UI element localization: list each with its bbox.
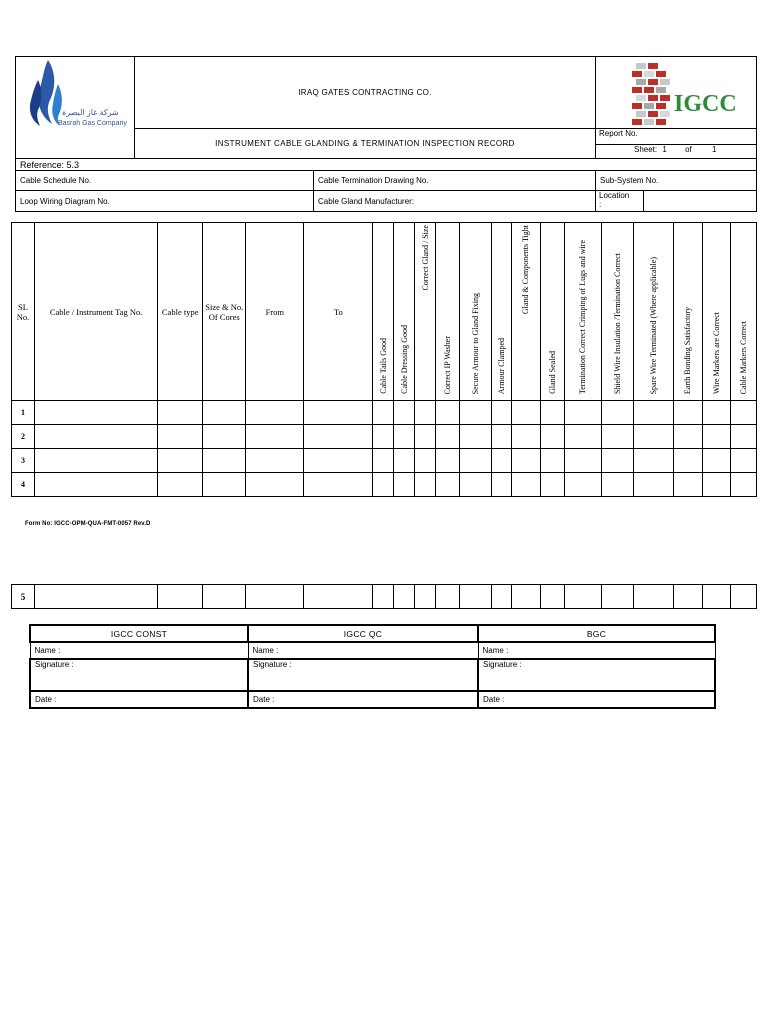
col-tag: Cable / Instrument Tag No.: [35, 223, 158, 401]
cell[interactable]: [203, 585, 246, 609]
sheet-info: [634, 145, 716, 154]
cell[interactable]: [35, 585, 158, 609]
cell[interactable]: [673, 401, 702, 425]
cell[interactable]: [158, 585, 203, 609]
check-label: Cable Tails Good: [378, 338, 388, 394]
check-label: Cable Dressing Good: [399, 325, 409, 394]
igcc-logo-text: IGCC: [674, 91, 737, 117]
cell[interactable]: [158, 449, 203, 473]
cable-schedule-field[interactable]: Cable Schedule No.: [16, 171, 314, 191]
cell[interactable]: [203, 473, 246, 497]
cell[interactable]: [540, 585, 564, 609]
cell[interactable]: [246, 401, 304, 425]
cell[interactable]: [373, 585, 394, 609]
col-type: Cable type: [158, 223, 203, 401]
form-number: Form No: IGCC-OPM-QUA-FMT-0057 Rev.D: [25, 521, 151, 527]
col-check-3: [415, 223, 436, 401]
cell[interactable]: [673, 425, 702, 449]
cell[interactable]: [246, 425, 304, 449]
location-value[interactable]: [644, 191, 756, 211]
col-check-12: [673, 223, 702, 401]
cell[interactable]: [158, 425, 203, 449]
cell[interactable]: [511, 473, 540, 497]
table-row: [12, 473, 757, 497]
igcc-logo-cell: [596, 57, 757, 159]
inspection-table-continued: [11, 584, 757, 609]
cell[interactable]: [633, 585, 673, 609]
check-label: Termination Correct Crimping of Lugs and wire: [578, 239, 588, 394]
cell[interactable]: [702, 401, 730, 425]
cell[interactable]: [436, 473, 460, 497]
cell[interactable]: [460, 449, 491, 473]
sheet-label: Sheet:: [634, 145, 658, 154]
bgc-english-name: Basrah Gas Company: [58, 119, 127, 127]
name-field-qc[interactable]: Name :: [248, 642, 478, 659]
cell[interactable]: [564, 473, 601, 497]
cell[interactable]: [246, 585, 304, 609]
cell[interactable]: [564, 585, 601, 609]
cell[interactable]: [436, 425, 460, 449]
cell[interactable]: [540, 449, 564, 473]
cell[interactable]: [564, 449, 601, 473]
col-sl: SL No.: [12, 223, 35, 401]
cell[interactable]: [394, 425, 415, 449]
cell[interactable]: [730, 425, 756, 449]
sheet-total: 1: [711, 145, 717, 154]
cell[interactable]: [373, 401, 394, 425]
company-title: IRAQ GATES CONTRACTING CO.: [135, 57, 596, 129]
cell[interactable]: [730, 473, 756, 497]
cell[interactable]: [203, 425, 246, 449]
cell[interactable]: [491, 425, 511, 449]
cell[interactable]: [511, 449, 540, 473]
cell[interactable]: [511, 585, 540, 609]
cell[interactable]: [702, 425, 730, 449]
check-label: Gland Sealed: [547, 351, 557, 394]
cell[interactable]: [702, 449, 730, 473]
cell[interactable]: [601, 585, 633, 609]
cell[interactable]: [394, 449, 415, 473]
cell[interactable]: [601, 449, 633, 473]
signature-field-bgc[interactable]: Signature :: [478, 659, 715, 691]
col-from: From: [246, 223, 304, 401]
signoff-igcc-const: IGCC CONST: [30, 625, 248, 642]
cell[interactable]: [415, 473, 436, 497]
sub-system-field[interactable]: Sub-System No.: [596, 171, 757, 191]
location-label-box: [596, 191, 644, 211]
check-label: Secure Armour to Gland Fixing: [471, 292, 480, 394]
table-row: [12, 401, 757, 425]
col-check-2: [394, 223, 415, 401]
of-label: of: [685, 145, 692, 154]
form-title: INSTRUMENT CABLE GLANDING & TERMINATION INSPECTION RECORD: [135, 129, 596, 159]
cell[interactable]: [394, 401, 415, 425]
cell[interactable]: [673, 473, 702, 497]
cell[interactable]: [601, 473, 633, 497]
cell[interactable]: [304, 425, 373, 449]
signature-field-qc[interactable]: Signature :: [248, 659, 478, 691]
col-check-11: [633, 223, 673, 401]
cell[interactable]: [304, 401, 373, 425]
row-number: 3: [12, 449, 35, 473]
location-colon: :: [599, 200, 602, 209]
cell[interactable]: [702, 585, 730, 609]
col-to: To: [304, 223, 373, 401]
name-field-bgc[interactable]: Name :: [478, 642, 715, 659]
cell[interactable]: [601, 425, 633, 449]
cell[interactable]: [158, 473, 203, 497]
cell[interactable]: [35, 449, 158, 473]
cell[interactable]: [394, 585, 415, 609]
header-row: [12, 223, 757, 401]
col-check-8: [540, 223, 564, 401]
cell[interactable]: [633, 425, 673, 449]
cell[interactable]: [460, 585, 491, 609]
cell[interactable]: [436, 449, 460, 473]
cell[interactable]: [373, 449, 394, 473]
col-check-1: [373, 223, 394, 401]
bgc-arabic-name: شركة غاز البصرة: [62, 107, 119, 117]
cell[interactable]: [394, 473, 415, 497]
cell[interactable]: [730, 401, 756, 425]
cell[interactable]: [373, 425, 394, 449]
cell[interactable]: [203, 401, 246, 425]
bgc-logo-cell: [16, 57, 135, 159]
check-label: Cable Markers Correct: [738, 320, 748, 394]
cell[interactable]: [511, 401, 540, 425]
cell[interactable]: [415, 449, 436, 473]
location-cell[interactable]: [596, 191, 757, 212]
col-check-14: [730, 223, 756, 401]
row-number: 5: [12, 585, 35, 609]
cell[interactable]: [633, 473, 673, 497]
row-number: 4: [12, 473, 35, 497]
cell[interactable]: [373, 473, 394, 497]
col-check-7: [511, 223, 540, 401]
cell[interactable]: [460, 401, 491, 425]
cell[interactable]: [491, 449, 511, 473]
table-row: [12, 449, 757, 473]
col-check-4: [436, 223, 460, 401]
cell[interactable]: [460, 425, 491, 449]
row-number: 2: [12, 425, 35, 449]
reference: Reference: 5.3: [16, 159, 757, 171]
check-label: Shield Wire Insulation /Termination Correct: [612, 252, 622, 394]
cell[interactable]: [415, 585, 436, 609]
cell[interactable]: [246, 473, 304, 497]
report-no-label: Report No.: [599, 129, 638, 138]
name-field-const[interactable]: Name :: [30, 642, 248, 659]
check-label: Gland & Components Tight: [521, 225, 531, 315]
cell[interactable]: [564, 425, 601, 449]
cell[interactable]: [633, 401, 673, 425]
col-check-9: [564, 223, 601, 401]
check-label: Spare Wire Terminated (Where applicable): [648, 256, 658, 394]
check-label: Correct Gland / Size: [420, 225, 430, 291]
igcc-brick-logo: [630, 61, 672, 127]
cell[interactable]: [35, 473, 158, 497]
cell[interactable]: [601, 401, 633, 425]
signature-field-const[interactable]: Signature :: [30, 659, 248, 691]
inspection-table: [11, 222, 757, 497]
check-label: Earth Bonding Satisfactory: [683, 306, 693, 394]
col-size: Size & No. Of Cores: [203, 223, 246, 401]
cell[interactable]: [158, 401, 203, 425]
signoff-igcc-qc: IGCC QC: [248, 625, 478, 642]
cell[interactable]: [304, 473, 373, 497]
cell[interactable]: [246, 449, 304, 473]
cell[interactable]: [702, 473, 730, 497]
cell[interactable]: [491, 473, 511, 497]
cell[interactable]: [564, 401, 601, 425]
check-label: Wire Markers are Correct: [711, 311, 721, 394]
header-table: [15, 56, 757, 212]
bgc-flame-logo: [26, 58, 70, 128]
cell[interactable]: [491, 585, 511, 609]
date-field-const[interactable]: Date :: [30, 691, 248, 708]
cell[interactable]: [730, 585, 756, 609]
cell[interactable]: [511, 425, 540, 449]
cell[interactable]: [730, 449, 756, 473]
cell[interactable]: [203, 449, 246, 473]
cell[interactable]: [673, 585, 702, 609]
cable-gland-manufacturer-field[interactable]: Cable Gland Manufacturer:: [314, 191, 596, 212]
cell[interactable]: [540, 401, 564, 425]
check-label: Correct IP Washer: [443, 335, 453, 394]
cell[interactable]: [633, 449, 673, 473]
col-check-13: [702, 223, 730, 401]
loop-wiring-field[interactable]: Loop Wiring Diagram No.: [16, 191, 314, 212]
cell[interactable]: [540, 425, 564, 449]
col-check-6: [491, 223, 511, 401]
cell[interactable]: [304, 449, 373, 473]
signoff-table: [29, 624, 716, 709]
check-label: Armour Clamped: [496, 337, 506, 394]
col-check-5: [460, 223, 491, 401]
cell[interactable]: [540, 473, 564, 497]
cell[interactable]: [436, 585, 460, 609]
cell[interactable]: [415, 425, 436, 449]
signoff-bgc: BGC: [478, 625, 715, 642]
table-row: [12, 585, 757, 609]
cell[interactable]: [460, 473, 491, 497]
sheet-number: 1: [662, 145, 667, 154]
cell[interactable]: [415, 401, 436, 425]
cell[interactable]: [35, 401, 158, 425]
cell[interactable]: [491, 401, 511, 425]
location-label: Location: [599, 191, 630, 200]
cell[interactable]: [436, 401, 460, 425]
cell[interactable]: [304, 585, 373, 609]
row-number: 1: [12, 401, 35, 425]
cell[interactable]: [673, 449, 702, 473]
table-row: [12, 425, 757, 449]
cable-termination-drawing-field[interactable]: Cable Termination Drawing No.: [314, 171, 596, 191]
date-field-qc[interactable]: Date :: [248, 691, 478, 708]
cell[interactable]: [35, 425, 158, 449]
date-field-bgc[interactable]: Date :: [478, 691, 715, 708]
col-check-10: [601, 223, 633, 401]
